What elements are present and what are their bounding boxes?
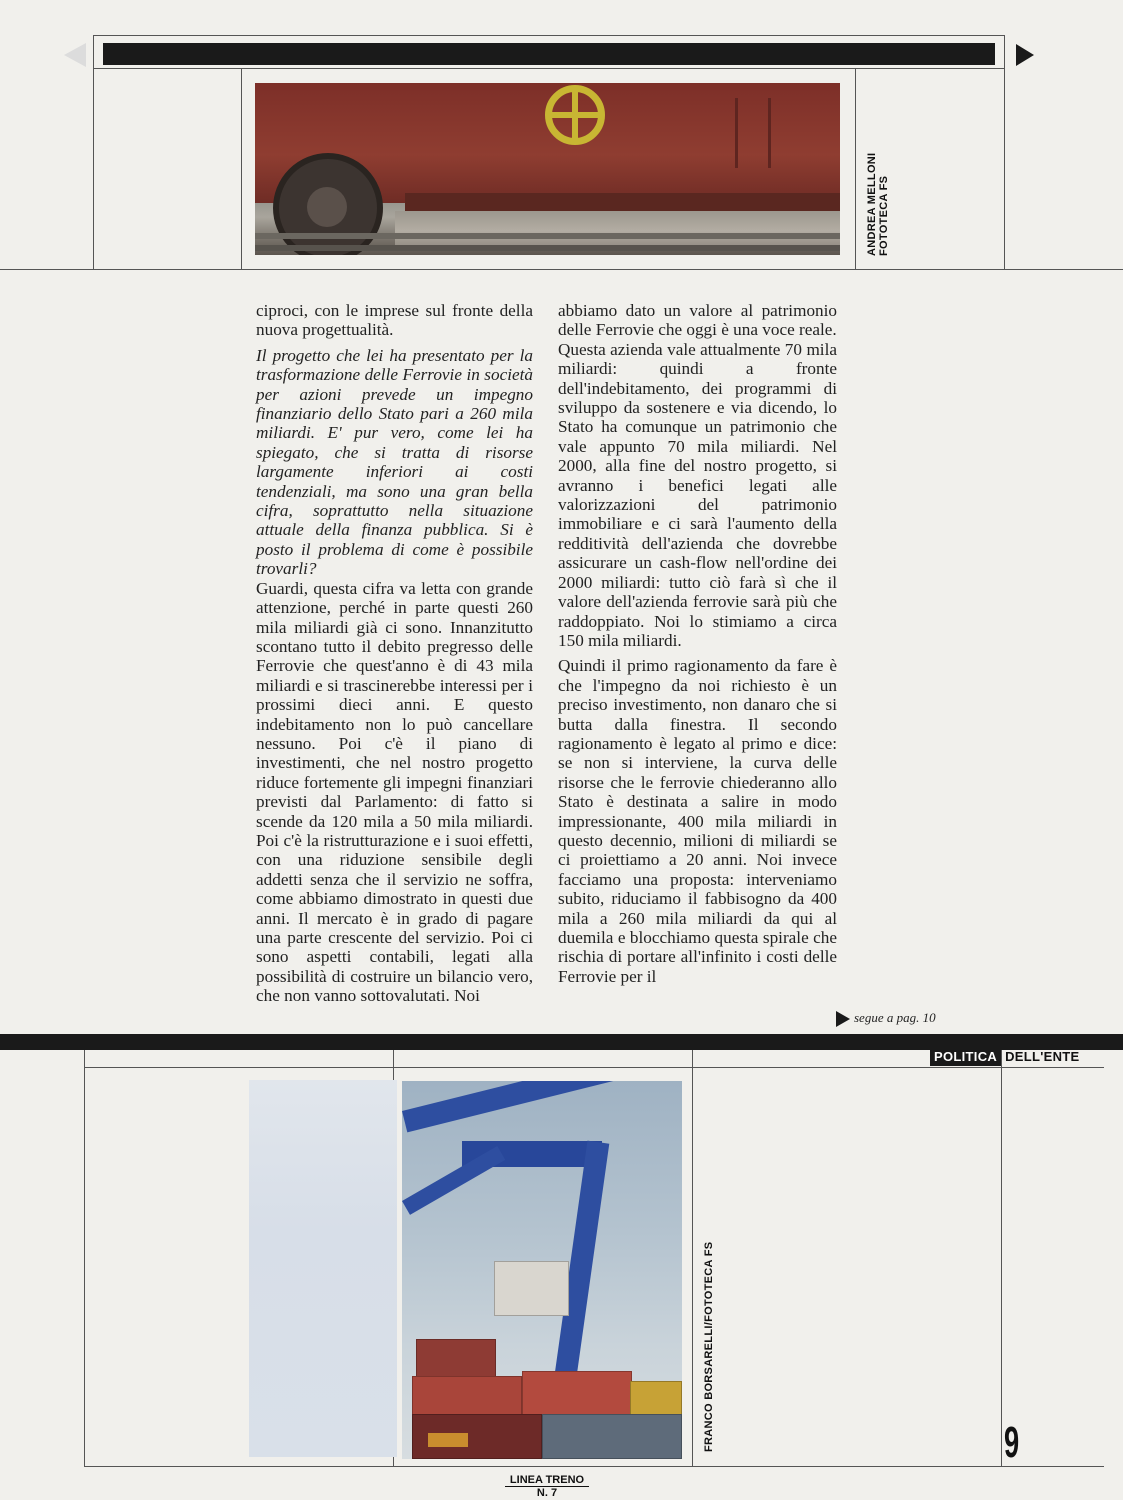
article-column-left [256,301,533,1006]
arrow-right-icon [1016,44,1034,66]
frame-line [692,1050,693,1467]
paragraph: Guardi, questa cifra va letta con grande attenzione, perché in parte questi 260 mila miliardi già ci sono. Innanzitutto scontano tutto il debito pregresso delle Ferrovie che quest'anno è di 43 mila miliardi e si trascinerebbe interessi per i prossimi dieci anni. E questo indebitamento non lo può cancellare nessuno. Poi c'è il piano di investimenti, che nel nostro progetto riduce fortemente gli impegni finanziari previsti dal Parlamento: di fatto si scende da 120 mila a 50 mila miliardi. Poi c'è la ristrutturazione e i suoi effetti, con una riduzione sensibile degli addetti senza che il servizio ne soffra, come abbiamo dimostrato in questi due anni. Il mercato è in grado di pagare una parte crescente del servizio. Poi ci sono aspetti contabili, legati alla possibilità di costruire un bilancio vero, che non vanno sottovalutati. Noi [256,578,533,1006]
top-black-bar [103,43,995,65]
page-number: 9 [1004,1418,1020,1467]
frame-line [241,69,242,270]
ghost-arrow-left-icon [64,43,86,67]
frame-line [93,35,94,270]
frame-line [84,1067,1104,1068]
frame-line [84,1466,1104,1467]
faded-photo [249,1080,397,1457]
frame-line [0,269,1123,270]
arrow-right-icon [836,1011,850,1027]
photo-credit-bottom: FRANCO BORSARELLI/FOTOTECA FS [703,1241,715,1452]
magazine-footer: LINEA TRENO N. 7 [505,1474,589,1499]
paragraph: Questa azienda vale attualmente 70 mila miliardi: quindi a fronte dell'indebitamento, dei programmi di sviluppo da sostenere e via dicendo, lo Stato ha comunque un patrimonio che vale appunto 70 mila miliardi. Nel 2000, alla fine del nostro progetto, si avranno i benefici legati alle valorizzazioni del patrimonio immobiliare e ci sarà l'aumento della redditività dell'azienda che dovrebbe assicurare un cash-flow nell'ordine dei 2000 miliardi: tutto ciò farà sì che il valore dell'azienda ferrovie sarà più che raddoppiato. Noi lo stimiamo a circa 150 mila miliardi. [558,339,837,650]
freight-wagon-photo [255,83,840,255]
frame-line [1001,1050,1002,1467]
frame-line [855,69,856,270]
frame-line [84,1050,85,1467]
section-label: POLITICA DELL'ENTE [930,1047,1083,1067]
container-crane-photo [402,1081,682,1459]
continue-note[interactable]: segue a pag. 10 [836,1010,936,1027]
paragraph: abbiamo dato un valore al patrimonio delle Ferrovie che oggi è una voce reale. [558,301,837,340]
article-column-right [558,301,837,986]
paragraph: ciproci, con le imprese sul fronte della nuova progettualità. [256,301,533,340]
interview-question: Il progetto che lei ha presentato per la trasformazione delle Ferrovie in società per azioni prevede un impegno finanziario dello Stato pari a 260 mila miliardi. E' pur vero, come lei ha spiegato, che si tratta di risorse largamente inferiori ai costi tendenziali, ma sono una gran bella cifra, soprattutto nella situazione attuale della finanza pubblica. Si è posto il problema di come è possibile trovarli? [256,345,533,579]
frame-line [1004,35,1005,270]
paragraph: Quindi il primo ragionamento da fare è che l'impegno da noi richiesto è un preciso investimento, non danaro che si butta dalla finestra. Il secondo ragionamento è legato al primo e dice: se non si interviene, la curva delle risorse che le ferrovie chiederanno allo Stato è destinata a salire in modo impressionante, 400 mila miliardi in questo decennio, milioni di miliardi se ci proiettiamo a 20 anni. Noi invece facciamo una proposta: interveniamo subito, riduciamo il fabbisogno da 400 mila a 260 mila miliardi da qui al duemila e blocchiamo questa spirale che rischia di portare all'infinito i costi delle Ferrovie per il [558,656,837,986]
photo-credit-top: ANDREA MELLONI FOTOTECA FS [866,152,890,256]
